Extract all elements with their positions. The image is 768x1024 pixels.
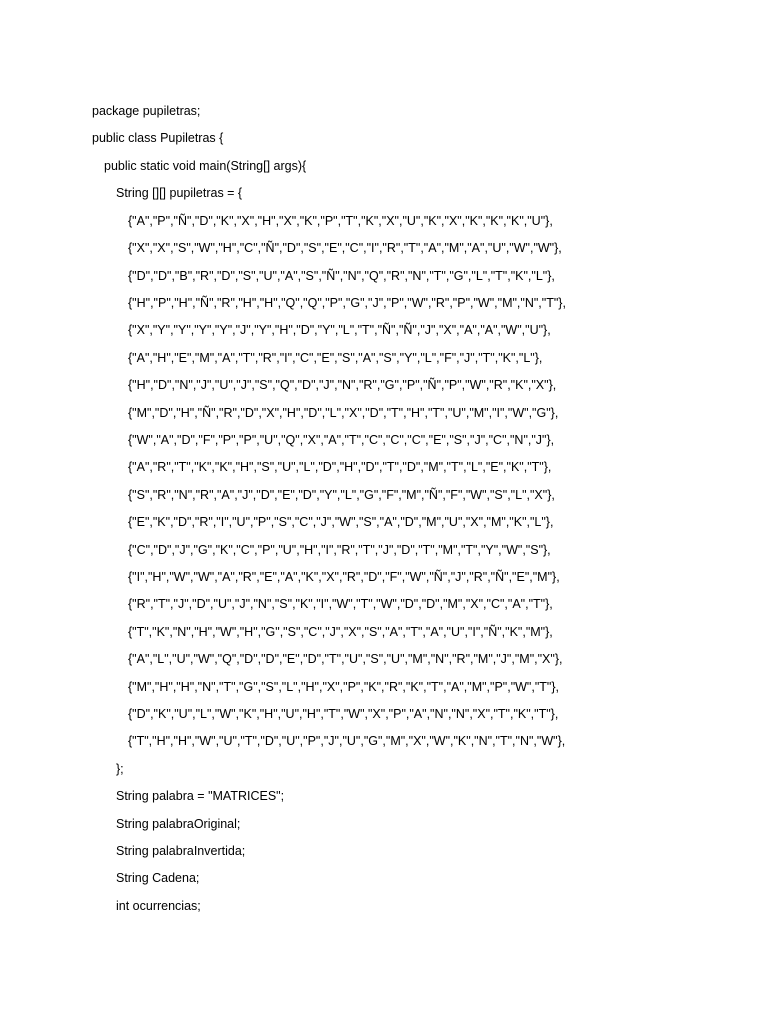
matrix-row: {"I","H","W","W","A","R","E","A","K","X","R","D","F","W","Ñ","J","R","Ñ","E","M"},: [128, 570, 560, 584]
code-line-ocurrencias: int ocurrencias;: [116, 899, 201, 913]
matrix-row: {"A","P","Ñ","D","K","X","H","X","K","P","T","K","X","U","K","X","K","K","K","U"},: [128, 214, 553, 228]
code-line-palabra-invertida: String palabraInvertida;: [116, 844, 246, 858]
code-line-palabra-original: String palabraOriginal;: [116, 817, 241, 831]
code-line-main-method: public static void main(String[] args){: [104, 159, 307, 173]
matrix-row: {"H","D","N","J","U","J","S","Q","D","J","N","R","G","P","Ñ","P","W","R","K","X"},: [128, 378, 557, 392]
matrix-row: {"W","A","D","F","P","P","U","Q","X","A","T","C","C","C","E","S","J","C","N","J"},: [128, 433, 555, 447]
matrix-row: {"T","K","N","H","W","H","G","S","C","J","X","S","A","T","A","U","I","Ñ","K","M"},: [128, 625, 553, 639]
matrix-row: {"R","T","J","D","U","J","N","S","K","I","W","T","W","D","D","M","X","C","A","T"},: [128, 597, 553, 611]
matrix-row: {"M","H","H","N","T","G","S","L","H","X","P","K","R","K","T","A","M","P","W","T"},: [128, 680, 559, 694]
matrix-row: {"S","R","N","R","A","J","D","E","D","Y","L","G","F","M","Ñ","F","W","S","L","X"},: [128, 488, 555, 502]
matrix-row: {"X","Y","Y","Y","Y","J","Y","H","D","Y","L","T","Ñ","Ñ","J","X","A","A","W","U"},: [128, 323, 551, 337]
matrix-row: {"D","K","U","L","W","K","H","U","H","T","W","X","P","A","N","N","X","T","K","T"},: [128, 707, 559, 721]
matrix-row: {"A","H","E","M","A","T","R","I","C","E","S","A","S","Y","L","F","J","T","K","L"},: [128, 351, 543, 365]
matrix-row: {"A","R","T","K","K","H","S","U","L","D","H","D","T","D","M","T","L","E","K","T"},: [128, 460, 552, 474]
matrix-row: {"A","L","U","W","Q","D","D","E","D","T","U","S","U","M","N","R","M","J","M","X"},: [128, 652, 563, 666]
code-line-array-declaration: String [][] pupiletras = {: [116, 186, 243, 200]
matrix-row: {"E","K","D","R","I","U","P","S","C","J","W","S","A","D","M","U","X","M","K","L"},: [128, 515, 554, 529]
matrix-row: {"C","D","J","G","K","C","P","U","H","I","R","T","J","D","T","M","T","Y","W","S"},: [128, 543, 551, 557]
matrix-row: {"D","D","B","R","D","S","U","A","S","Ñ","N","Q","R","N","T","G","L","T","K","L"},: [128, 269, 555, 283]
matrix-row: {"H","P","H","Ñ","R","H","H","Q","Q","P","G","J","P","W","R","P","W","M","N","T"},: [128, 296, 566, 310]
matrix-row: {"M","D","H","Ñ","R","D","X","H","D","L","X","D","T","H","T","U","M","I","W","G"},: [128, 406, 559, 420]
code-line-cadena: String Cadena;: [116, 871, 200, 885]
matrix-row: {"T","H","H","W","U","T","D","U","P","J","U","G","M","X","W","K","N","T","N","W"},: [128, 734, 566, 748]
code-line-array-close: };: [116, 762, 124, 776]
matrix-row: {"X","X","S","W","H","C","Ñ","D","S","E","C","I","R","T","A","M","A","U","W","W"},: [128, 241, 562, 255]
code-line-class-declaration: public class Pupiletras {: [92, 131, 224, 145]
code-line-package: package pupiletras;: [92, 104, 201, 118]
code-line-palabra: String palabra = "MATRICES";: [116, 789, 285, 803]
